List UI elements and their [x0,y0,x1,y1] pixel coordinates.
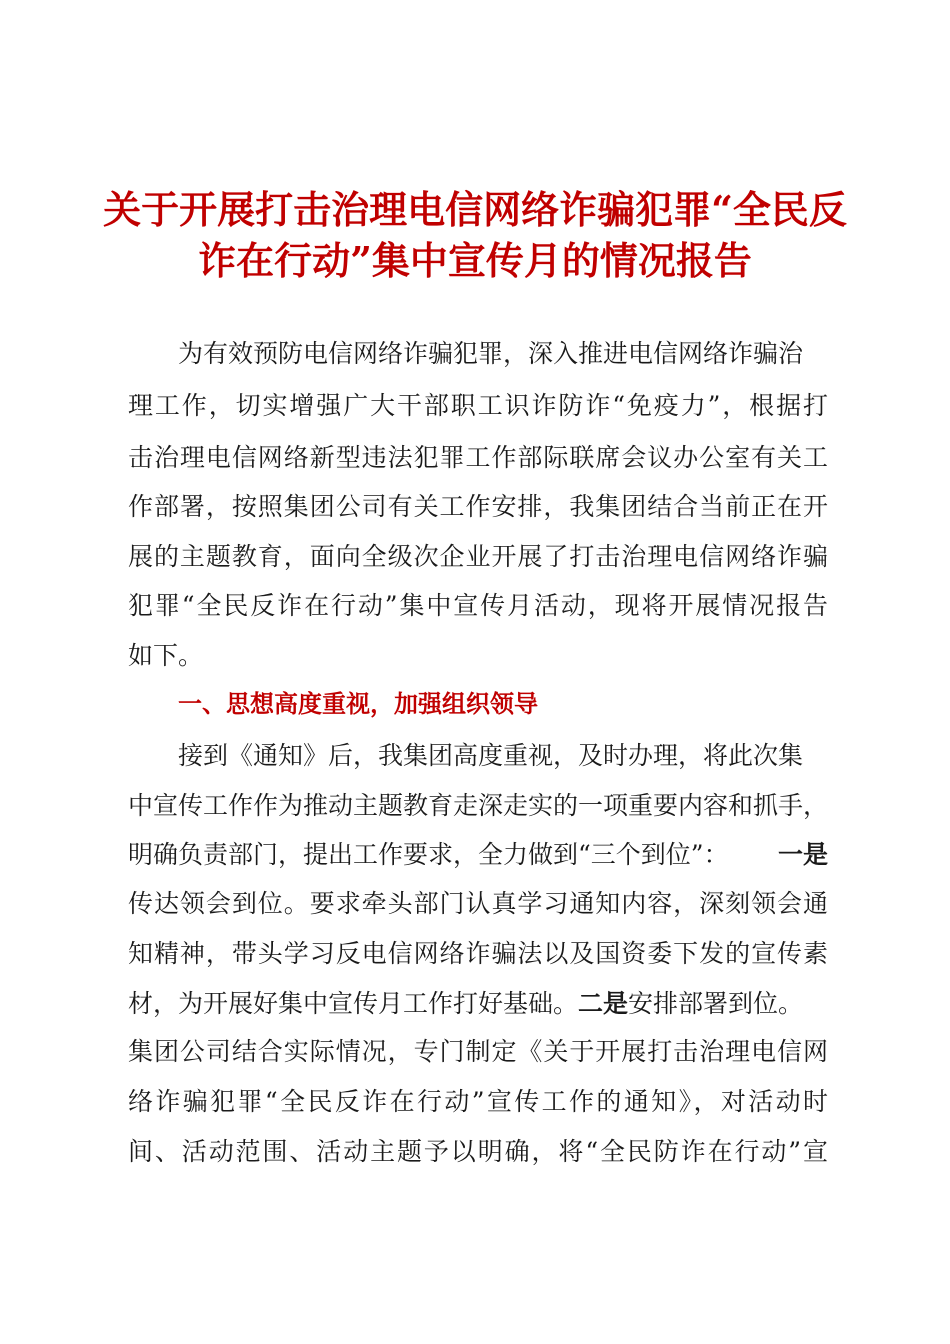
section-1-line-8: 络诈骗犯罪“全民反诈在行动”宣传工作的通知》，对活动时 [128,1087,828,1116]
document-title-line-1: 关于开展打击治理电信网络诈骗犯罪“全民反 [103,187,847,232]
document-title-line-2: 诈在行动”集中宣传月的情况报告 [198,238,752,283]
intro-line-6: 犯罪“全民反诈在行动”集中宣传月活动，现将开展情况报告 [128,591,828,620]
intro-line-7: 如下。 [128,641,204,670]
section-1-line-3 [128,837,828,873]
section-1-heading: 一、思想高度重视，加强组织领导 [178,690,538,718]
section-1-line-4: 传达领会到位。要求牵头部门认真学习通知内容，深刻领会通 [128,889,828,918]
section-1-line-5: 知精神，带头学习反电信网络诈骗法以及国资委下发的宣传素 [128,939,828,968]
intro-line-4: 作部署，按照集团公司有关工作安排，我集团结合当前正在开 [128,492,828,521]
intro-line-2: 理工作，切实增强广大干部职工识诈防诈“免疫力”，根据打 [128,391,828,420]
intro-line-5: 展的主题教育，面向全级次企业开展了打击治理电信网络诈骗 [128,542,828,571]
intro-line-3: 击治理电信网络新型违法犯罪工作部际联席会议办公室有关工 [128,443,828,472]
point-one-label: 一是 [777,840,828,869]
intro-line-1: 为有效预防电信网络诈骗犯罪，深入推进电信网络诈骗治 [178,339,804,368]
section-1-line-1: 接到《通知》后，我集团高度重视，及时办理，将此次集 [178,741,804,770]
section-1-line-7: 集团公司结合实际情况，专门制定《关于开展打击治理电信网 [128,1037,828,1066]
section-1-line-3-text: 明确负责部门，提出工作要求，全力做到“三个到位”： [128,840,729,869]
section-1-line-6 [128,986,828,1022]
point-two-label: 二是 [578,989,629,1018]
section-1-line-6-text: 材，为开展好集中宣传月工作打好基础。 [128,989,579,1018]
section-1-line-6-tail: 安排部署到位。 [628,989,804,1018]
section-1-line-9: 间、活动范围、活动主题予以明确，将“全民防诈在行动”宣 [128,1137,828,1166]
section-1-line-2: 中宣传工作作为推动主题教育走深走实的一项重要内容和抓手， [128,791,829,820]
